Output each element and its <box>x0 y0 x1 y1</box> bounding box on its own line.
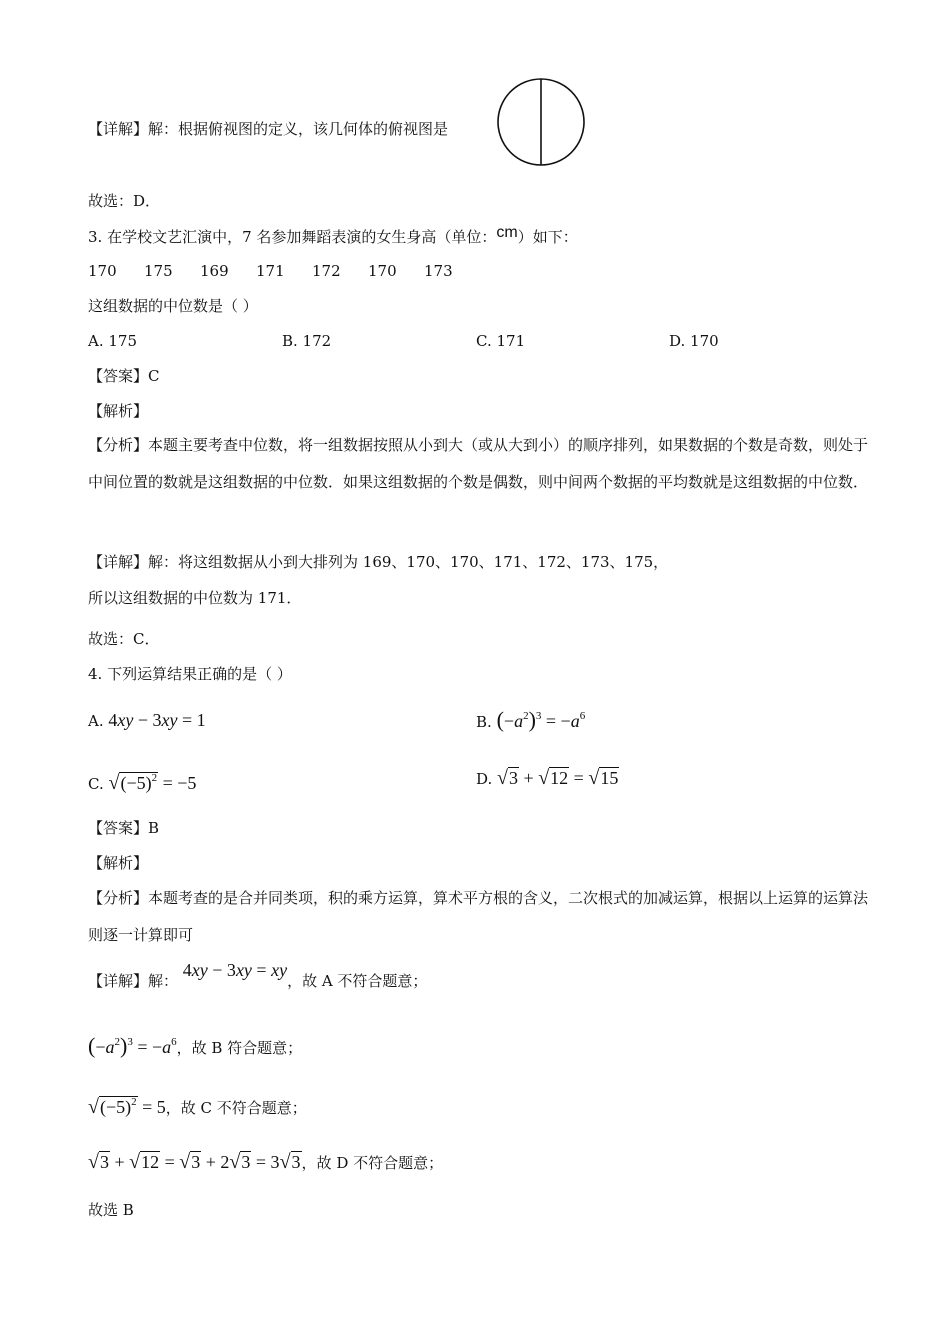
q4-choose: 故选 B <box>88 1201 134 1219</box>
height-value: 170 <box>88 262 117 280</box>
q3-stem-suffix: ）如下： <box>517 228 578 246</box>
q4-detail-a-suffix: ，故 A 不符合题意； <box>287 972 428 990</box>
q4-detail-a-expr: 4xy − 3xy = xy <box>182 960 288 980</box>
detail-top-view: 【详解】解：根据俯视图的定义，该几何体的俯视图是 <box>88 120 449 138</box>
q4-detail-c-suffix: ，故 C 不符合题意； <box>165 1099 307 1117</box>
q3-option-b: B. 172 <box>282 332 332 350</box>
q4-option-d <box>476 768 619 789</box>
q4-detail-c <box>88 1092 307 1118</box>
q4-detail-prefix: 【详解】解： <box>88 972 179 990</box>
q4-detail-c-expr: $√(-5)^2 = 5$ <box>88 1096 166 1118</box>
q3-stem-prefix: 3. 在学校文艺汇演中，7 名参加舞蹈表演的女生身高（单位： <box>88 228 497 246</box>
q3-unit: cm <box>496 224 518 241</box>
q4-detail-d-suffix: ，故 D 不符合题意； <box>301 1154 444 1172</box>
q3-stem <box>88 224 578 248</box>
q4-option-c <box>88 768 196 794</box>
q3-heights <box>88 261 480 281</box>
q4-detail-d-expr: √3 + √12 = √3 + 2√3 = 3√3 <box>88 1151 301 1173</box>
q4-detail-a <box>88 960 428 991</box>
q4-option-c-expr: $√(-5)^2 = -5$ <box>108 772 197 794</box>
q3-option-d: D. 170 <box>669 332 719 350</box>
q4-option-d-expr: √3 + √12 = √15 <box>497 767 619 789</box>
q4-detail-d <box>88 1152 443 1173</box>
q4-option-b-label: B. <box>476 713 492 731</box>
q4-analysis: 【分析】本题考查的是合并同类项，积的乘方运算，算术平方根的含义，二次根式的加减运算，根据以上运算的运算法则逐一计算即可 <box>88 889 869 944</box>
height-value: 171 <box>256 262 285 280</box>
q4-detail-b <box>88 1032 302 1058</box>
q4-option-a-label: A. <box>88 712 104 730</box>
height-value: 172 <box>312 262 341 280</box>
q4-detail-b-suffix: ，故 B 符合题意； <box>176 1039 303 1057</box>
q4-option-a-expr: 4xy − 3xy = 1 <box>108 710 206 730</box>
height-value: 175 <box>144 262 173 280</box>
q3-detail-line1: 【详解】解：将这组数据从小到大排列为 169、170、170、171、172、173、175， <box>88 553 669 571</box>
choose-q2: 故选：D． <box>88 192 161 210</box>
q4-option-d-label: D. <box>476 770 493 788</box>
height-value: 170 <box>368 262 397 280</box>
q4-analysis-title: 【解析】 <box>88 854 149 872</box>
height-value: 173 <box>424 262 453 280</box>
q4-answer: 【答案】B <box>88 819 160 837</box>
q3-question: 这组数据的中位数是（ ） <box>88 297 258 315</box>
q3-choose: 故选：C． <box>88 630 160 648</box>
q3-option-c: C. 171 <box>476 332 526 350</box>
q4-option-b-expr: $(-a^2)^3 = -a^6$ <box>496 707 586 732</box>
q4-option-a <box>88 710 206 731</box>
q4-detail-b-expr: $(-a^2)^3 = -a^6$ <box>88 1033 177 1058</box>
q3-answer: 【答案】C <box>88 367 160 385</box>
q4-option-b <box>476 706 585 732</box>
q3-detail-line2: 所以这组数据的中位数为 171． <box>88 589 302 607</box>
q3-option-a: A. 175 <box>88 332 137 350</box>
q4-option-c-label: C. <box>88 775 104 793</box>
q4-stem: 4. 下列运算结果正确的是（ ） <box>88 665 292 683</box>
q3-analysis: 【分析】本题主要考查中位数，将一组数据按照从小到大（或从大到小）的顺序排列，如果数据的个数是奇数，则处于中间位置的数就是这组数据的中位数．如果这组数据的个数是偶数，则中间两个数据的平均数就是这组数据的中位数． <box>88 436 869 491</box>
q3-analysis-title: 【解析】 <box>88 402 149 420</box>
top-view-figure <box>496 77 588 167</box>
height-value: 169 <box>200 262 229 280</box>
